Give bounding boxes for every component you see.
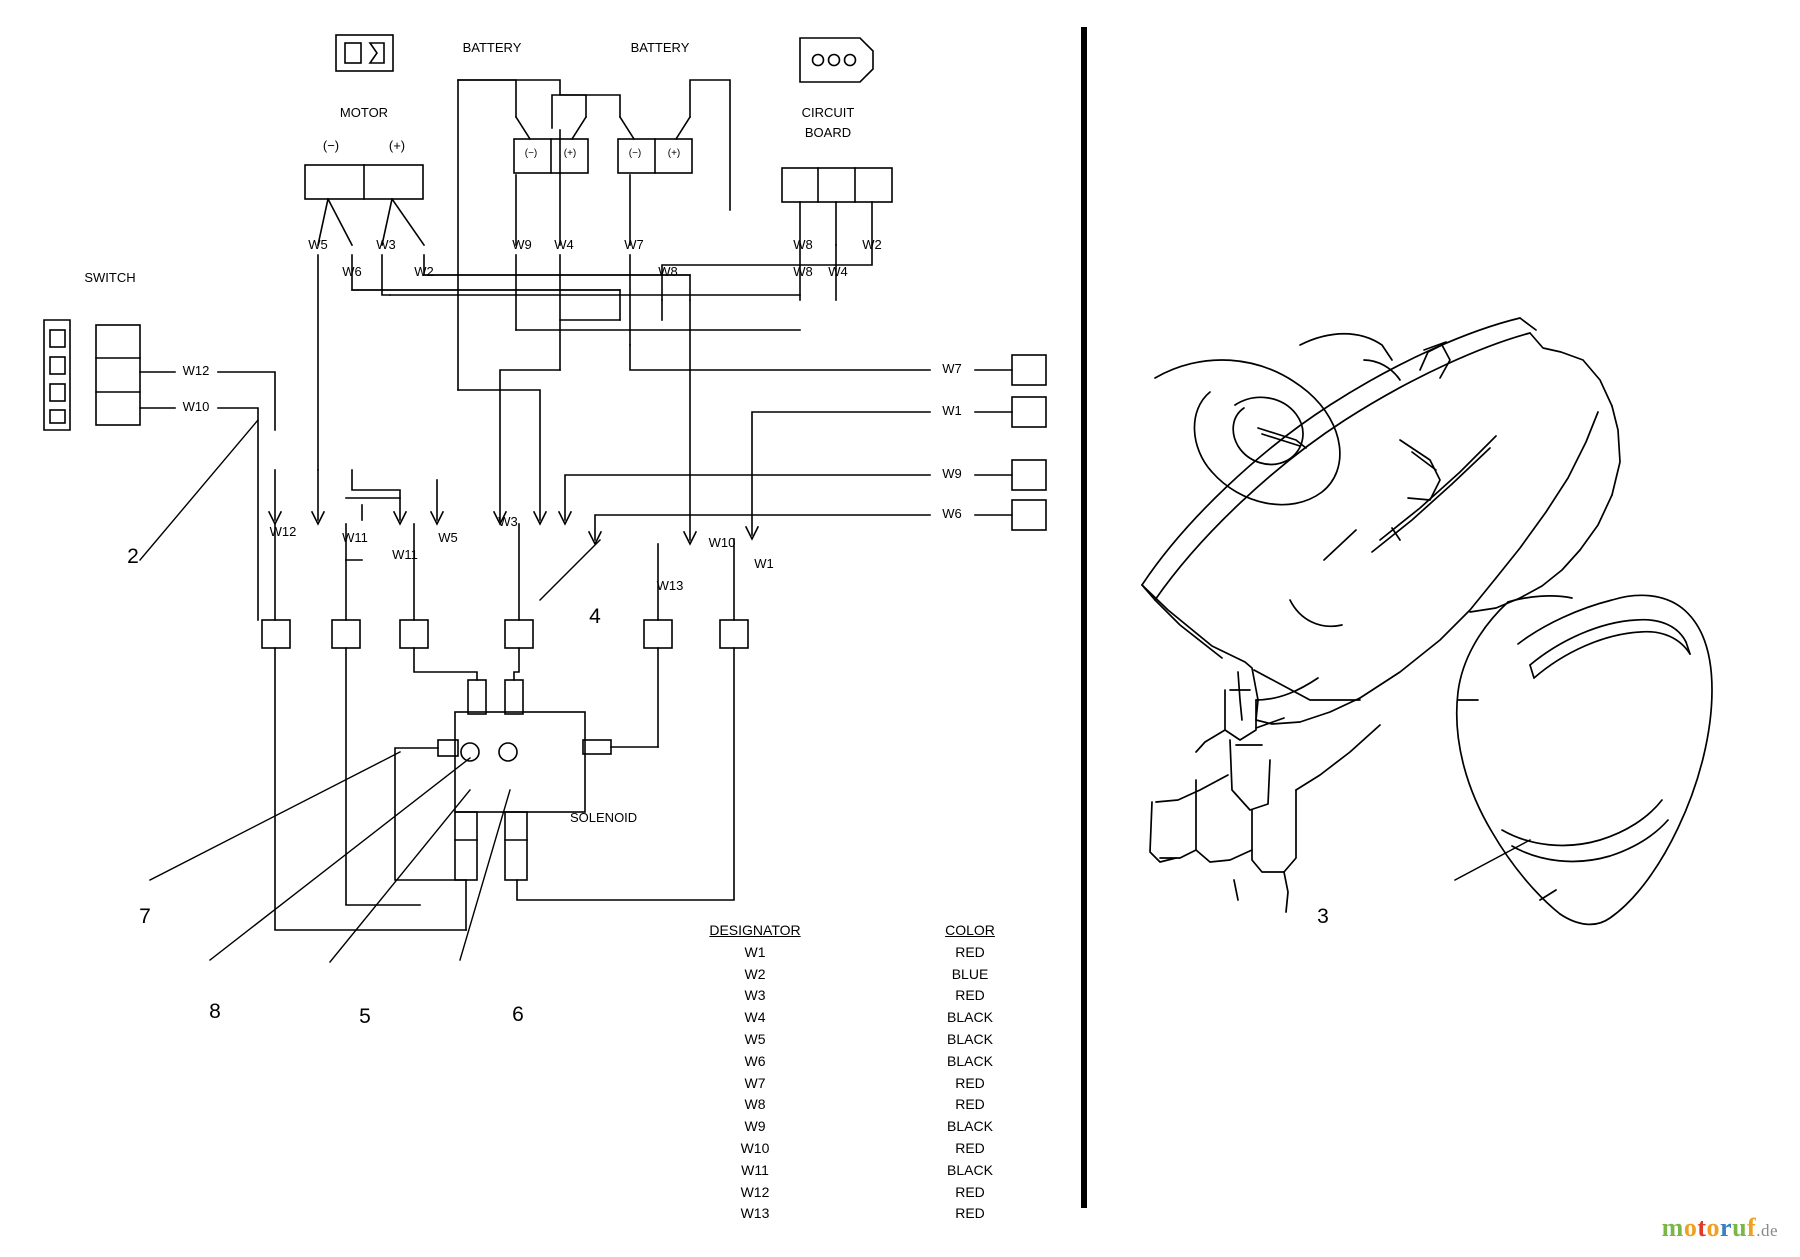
watermark: motoruf.de <box>1661 1213 1778 1242</box>
label-circuit-board-line1: CIRCUIT <box>801 105 855 120</box>
legend-color-10: BLACK <box>947 1161 993 1178</box>
wire-label-right-2: W9 <box>942 466 962 481</box>
legend-color-7: RED <box>955 1096 985 1113</box>
wire-label-mid-4: W3 <box>498 514 518 529</box>
wire-label-battery-1: W4 <box>554 237 574 252</box>
legend-designator-9: W10 <box>740 1139 770 1156</box>
label-motor-positive: (+) <box>388 138 406 153</box>
wire-label-switch-1: W10 <box>182 399 210 414</box>
callout-5: 5 <box>359 1005 371 1028</box>
callout-6: 6 <box>512 1003 524 1026</box>
legend-color-4: BLACK <box>947 1030 993 1047</box>
legend-designator-11: W12 <box>740 1183 770 1200</box>
legend-color-0: RED <box>955 943 985 960</box>
legend-designator-7: W8 <box>744 1096 766 1113</box>
wire-label-motor-0: W5 <box>308 237 328 252</box>
wire-label-battery-2: W7 <box>624 237 644 252</box>
label-battery2-positive: (+) <box>667 148 681 159</box>
wire-label-right-1: W1 <box>942 403 962 418</box>
mower-deck-illustration <box>1142 318 1712 924</box>
legend-color-3: BLACK <box>947 1009 993 1026</box>
legend-designator-5: W6 <box>744 1052 766 1069</box>
callout-2: 2 <box>127 545 139 568</box>
legend-designator-column <box>690 920 820 1225</box>
legend-designator-4: W5 <box>744 1030 766 1047</box>
wire-label-mid-3: W5 <box>438 530 458 545</box>
wire-label-motor-2: W3 <box>376 237 396 252</box>
wire-label-board-3: W4 <box>828 264 848 279</box>
legend-color-6: RED <box>955 1074 985 1091</box>
wire-label-battery-3: W8 <box>658 264 678 279</box>
label-solenoid: SOLENOID <box>570 810 638 825</box>
label-circuit-board-line2: BOARD <box>804 125 852 140</box>
legend-color-5: BLACK <box>947 1052 993 1069</box>
callout-7: 7 <box>139 905 151 928</box>
label-switch: SWITCH <box>84 270 136 285</box>
wire-label-mid-1: W11 <box>342 530 368 545</box>
legend-header-designator: DESIGNATOR <box>709 922 801 938</box>
wire-label-board-0: W8 <box>793 237 813 252</box>
legend-designator-6: W7 <box>744 1074 766 1091</box>
legend-designator-12: W13 <box>740 1205 770 1222</box>
label-battery-right: BATTERY <box>630 40 690 55</box>
wire-label-mid-0: W12 <box>269 524 297 539</box>
legend-designator-2: W3 <box>744 987 766 1004</box>
legend-designator-3: W4 <box>744 1009 766 1026</box>
callout-4: 4 <box>589 605 601 628</box>
wire-label-right-3: W6 <box>942 506 962 521</box>
wire-label-mid-5: W13 <box>656 578 684 593</box>
callout-8: 8 <box>209 1000 221 1023</box>
wire-label-right-0: W7 <box>942 361 962 376</box>
legend-color-9: RED <box>955 1139 985 1156</box>
wire-label-mid-7: W1 <box>754 556 774 571</box>
label-battery2-negative: (−) <box>628 148 642 159</box>
legend-designator-8: W9 <box>744 1118 766 1135</box>
wire-label-board-2: W8 <box>793 264 813 279</box>
wire-label-motor-3: W2 <box>414 264 434 279</box>
legend-header-color: COLOR <box>945 922 995 938</box>
legend-color-8: BLACK <box>947 1118 993 1135</box>
wire-label-battery-0: W9 <box>512 237 532 252</box>
legend-color-2: RED <box>955 987 985 1004</box>
wire-label-mid-6: W10 <box>708 535 736 550</box>
legend-color-12: RED <box>955 1205 985 1222</box>
wire-label-board-1: W2 <box>862 237 882 252</box>
legend-designator-10: W11 <box>741 1161 769 1178</box>
legend-designator-0: W1 <box>744 943 766 960</box>
label-battery-left: BATTERY <box>462 40 522 55</box>
legend-color-11: RED <box>955 1183 985 1200</box>
label-motor: MOTOR <box>339 105 389 120</box>
label-battery1-positive: (+) <box>563 148 577 159</box>
legend-color-column <box>910 920 1030 1225</box>
wire-label-switch-0: W12 <box>182 363 210 378</box>
label-battery1-negative: (−) <box>524 148 538 159</box>
wire-label-mid-2: W11 <box>392 547 418 562</box>
legend-designator-1: W2 <box>744 965 766 982</box>
legend-color-1: BLUE <box>951 965 989 982</box>
callout-3: 3 <box>1317 905 1329 928</box>
label-motor-negative: (−) <box>322 138 340 153</box>
wire-label-motor-1: W6 <box>342 264 362 279</box>
